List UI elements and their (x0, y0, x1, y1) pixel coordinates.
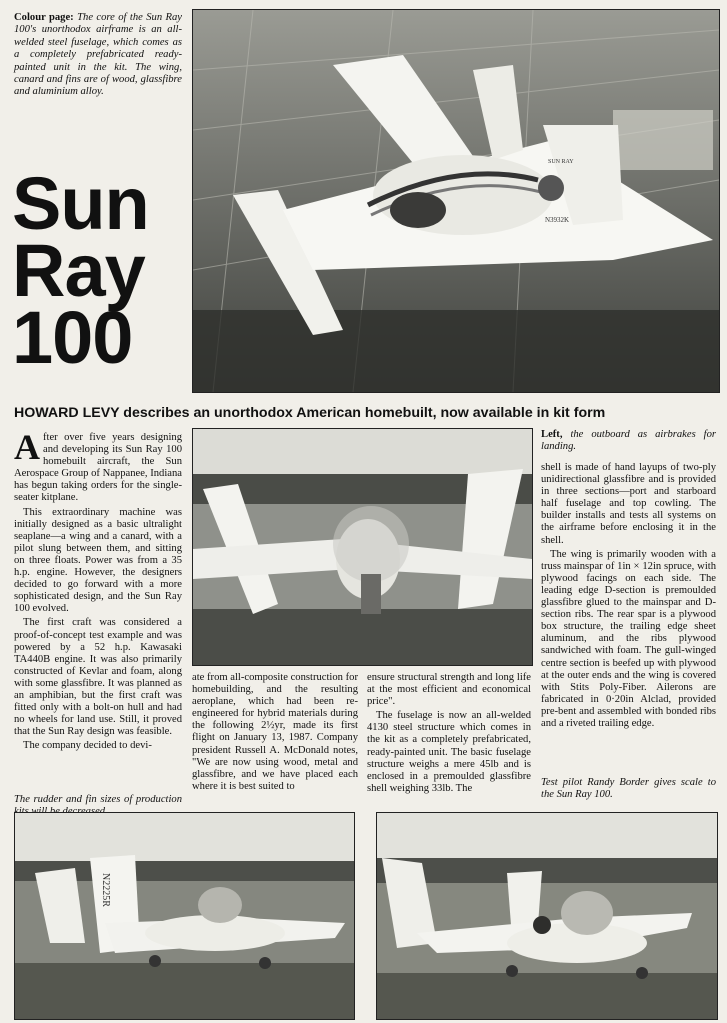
col1-para-2: This extraordinary machine was initially designed as a basic ultralight seaplane—a wing and a canard, with a pilot slung between them, and sitting on three floats. Power was from a 35 h.p. engine. However, the designers decided to go forward with a more sophisticated design, and the Sun Ray 100 evolved. (14, 506, 182, 615)
front-view-photo (192, 428, 533, 666)
col4-para-1: shell is made of hand layups of two-ply unidirectional glassfibre and is provided in three sections—port and starboard half fuselage and top cowling. The builder installs and tests all systems on the airframe before enclosing it in the shell. (541, 462, 716, 546)
col2-para-1: ate from all-composite construction for homebuilding, and the resulting aeroplane, which had been re-engineered for hybrid materials during the following 2½yr, made its first flight on January 13, 1987. Company president Russell A. McDonald notes, "We are now using wood, metal and glassfibre, and we have placed each where it is best suited to (192, 672, 358, 792)
aerial-photo (192, 9, 720, 393)
caption-text: The core of the Sun Ray 100's unorthodox airframe is an all-welded steel fuselage, which comes as a completely prefabricated ready-painted unit in the kit. The wing, canard and fins are of wood, glassfibre and aluminium alloy. (14, 12, 182, 98)
pilot-caption: Test pilot Randy Border gives scale to the Sun Ray 100. (541, 777, 716, 801)
left-caption-lead: Left, (541, 429, 563, 440)
left-caption (541, 429, 716, 454)
article-column-3 (367, 672, 531, 797)
aerial-photo-art (193, 10, 719, 392)
col3-para-1: ensure structural strength and long life at the most efficient and economical price". (367, 672, 531, 708)
article-column-2 (192, 672, 358, 795)
pilot-photo (376, 812, 718, 1020)
tail-registration: N2225R (100, 873, 111, 907)
front-view-art (193, 429, 532, 665)
title-line-2: Ray (12, 229, 145, 312)
page-title (12, 162, 192, 379)
caption-lead: Colour page: (14, 12, 74, 23)
drop-cap: A (14, 427, 40, 467)
colour-page-caption (14, 12, 182, 99)
col1-para-3: The first craft was considered a proof-of-concept test example and was powered by a 52 h.p. Kawasaki TA440B engine. It was also primarily constructed of Kevlar and foam, along with some glassfibre. It was planned as an amphibian, but the first craft was fitted only with a bolt-on hull and had no wheels for land use. Still, it proved that the Sun Ray design was feasible. (14, 617, 182, 738)
col4-para-2: The wing is primarily wooden with a truss mainspar of 1in × 12in spruce, with plywood facings on each side. The leading edge D-section is premoulded glassfibre glued to the mainspar and D-section ribs. The rear spar is a plywood box structure, the trailing edge sheet aluminum, and the ribs plywood sandwiched with foam. The gull-winged centre section is beefed up with plywood at the outer ends and the wing is covered with Stits Poly-Fiber. Ailerons are fabricated in 0·20in Alclad, provided pre-bent and assembled with bonded ribs and a riveted trailing edge. (541, 548, 716, 729)
left-caption-text: the outboard as airbrakes for landing. (541, 429, 716, 453)
sunray-label: SUN RAY (548, 159, 574, 165)
title-line-3: 100 (12, 296, 133, 379)
standfirst: HOWARD LEVY describes an unorthodox American homebuilt, now available in kit form (14, 405, 606, 421)
side-view-photo (14, 812, 355, 1020)
col1-para-1: fter over five years designing and developing its Sun Ray 100 homebuilt aircraft, the Sun Aerospace Group of Nappanee, Indiana has begun taking orders for the single-seater kitplane. (14, 432, 182, 504)
col3-para-2: The fuselage is now an all-welded 4130 steel structure which comes in the kit as a completely prefabricated, ready-painted unit. The basic fuselage structure weighs a mere 45lb and is enclosed in a premoulded glassfibre shell weighing 33lb. The (367, 710, 531, 794)
title-line-1: Sun (12, 162, 149, 245)
side-view-art (15, 813, 354, 1019)
article-column-1 (14, 427, 182, 754)
article-column-4 (541, 462, 716, 732)
pilot-photo-art (377, 813, 717, 1019)
registration-mark: N3932K (545, 216, 570, 224)
col1-para-4: The company decided to devi- (23, 740, 152, 752)
rudder-caption: The rudder and fin sizes of production (14, 794, 182, 805)
